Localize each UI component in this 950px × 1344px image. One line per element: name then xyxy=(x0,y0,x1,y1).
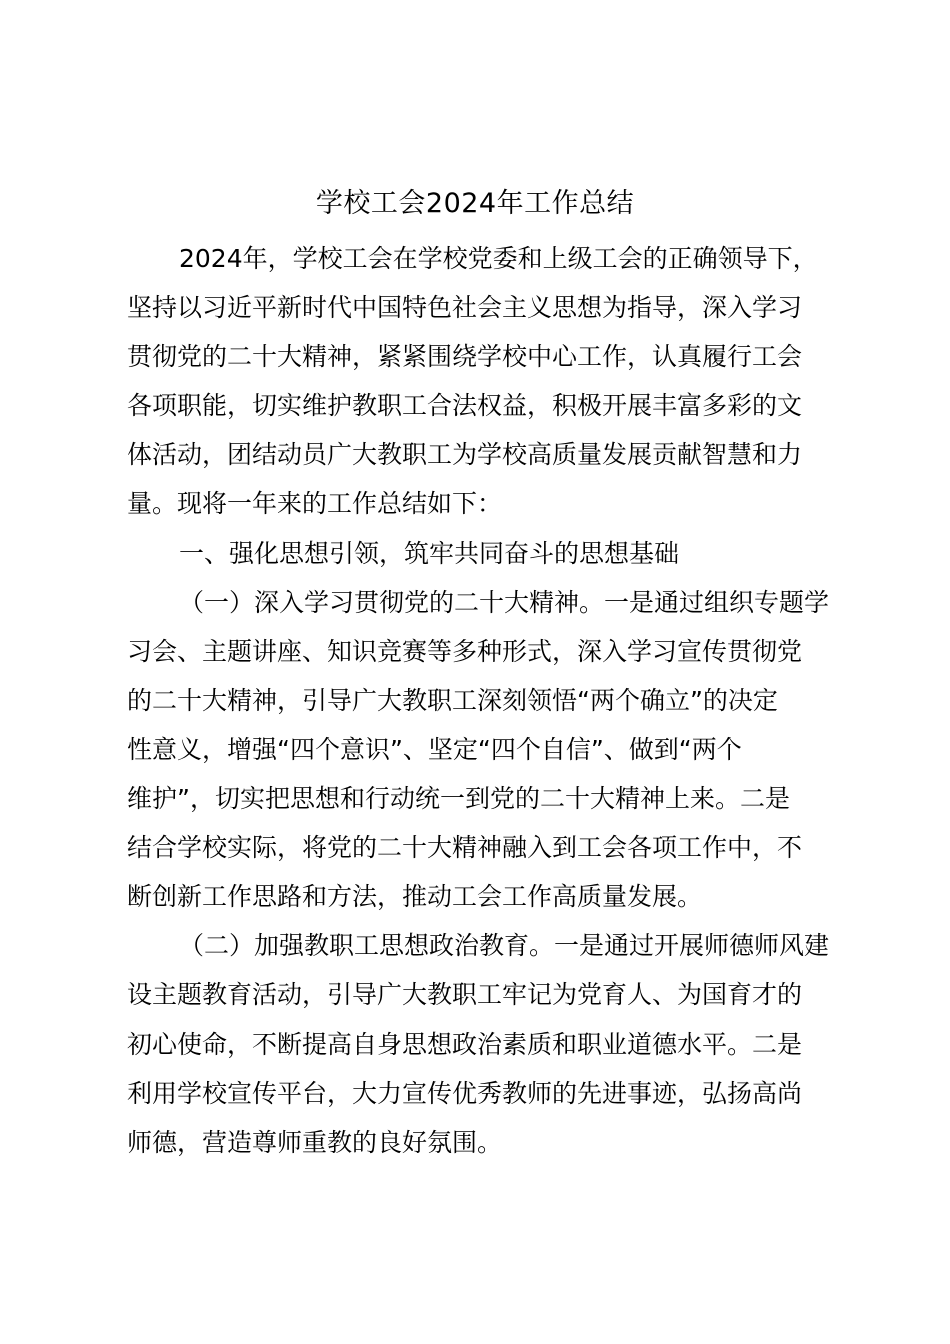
body-line: 各项职能，切实维护教职工合法权益，积极开展丰富多彩的文 xyxy=(127,391,803,421)
body-line: 坚持以习近平新时代中国特色社会主义思想为指导，深入学习 xyxy=(127,293,803,323)
section-heading: 一、强化思想引领，筑牢共同奋斗的思想基础 xyxy=(179,538,680,568)
document-body xyxy=(127,234,839,1167)
body-line: 师德，营造尊师重教的良好氛围。 xyxy=(127,1127,503,1157)
body-line: 量。现将一年来的工作总结如下： xyxy=(127,489,503,519)
body-line: 2024年，学校工会在学校党委和上级工会的正确领导下， xyxy=(179,244,818,273)
document-title: 学校工会2024年工作总结 xyxy=(315,188,635,219)
body-line: 维护”，切实把思想和行动统一到党的二十大精神上来。二是 xyxy=(127,784,790,814)
body-line: 的二十大精神，引导广大教职工深刻领悟“两个确立”的决定 xyxy=(127,685,778,715)
body-line: 利用学校宣传平台，大力宣传优秀教师的先进事迹，弘扬高尚 xyxy=(127,1078,803,1108)
body-line: 设主题教育活动，引导广大教职工牢记为党育人、为国育才的 xyxy=(127,980,803,1010)
body-line: 结合学校实际，将党的二十大精神融入到工会各项工作中，不 xyxy=(127,833,803,863)
body-line: 贯彻党的二十大精神，紧紧围绕学校中心工作，认真履行工会 xyxy=(127,342,803,372)
body-line: 体活动，团结动员广大教职工为学校高质量发展贡献智慧和力 xyxy=(127,440,803,470)
body-line: （二）加强教职工思想政治教育。一是通过开展师德师风建 xyxy=(179,931,830,961)
body-line: （一）深入学习贯彻党的二十大精神。一是通过组织专题学 xyxy=(179,587,830,617)
body-line: 性意义，增强“四个意识”、坚定“四个自信”、做到“两个 xyxy=(127,734,742,764)
body-line: 初心使命，不断提高自身思想政治素质和职业道德水平。二是 xyxy=(127,1029,803,1059)
body-line: 习会、主题讲座、知识竞赛等多种形式，深入学习宣传贯彻党 xyxy=(127,636,803,666)
body-line: 断创新工作思路和方法，推动工会工作高质量发展。 xyxy=(127,882,703,912)
